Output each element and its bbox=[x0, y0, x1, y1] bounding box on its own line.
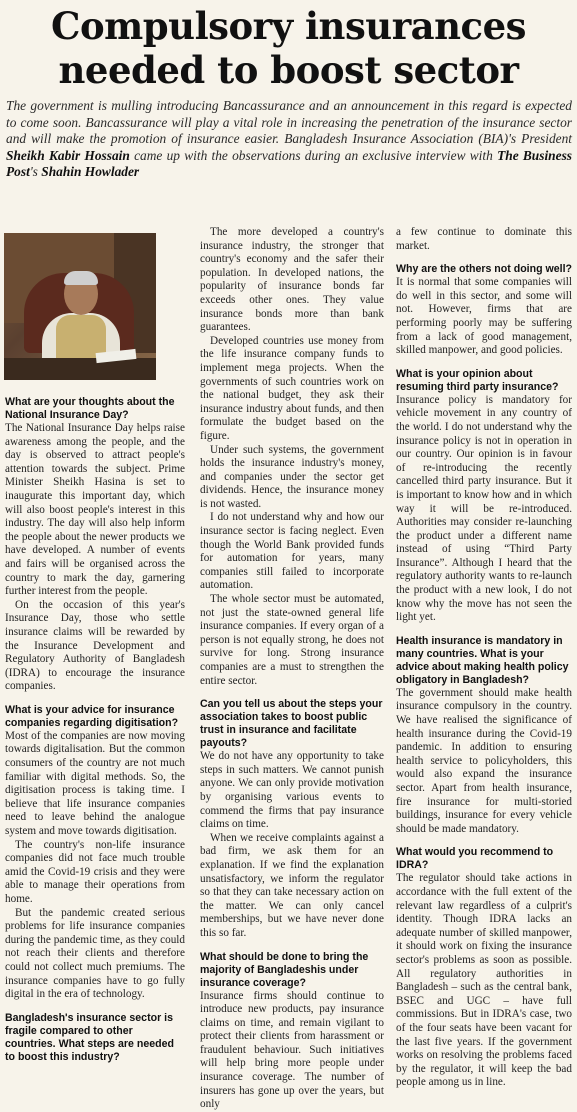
intro-paragraph bbox=[6, 98, 572, 181]
question-heading: What is your advice for insurance companies regarding digitisation? bbox=[5, 703, 179, 729]
answer-paragraph: Developed countries use money from the life insurance company funds to implement mega projects. When the governments of such countries work on the national budget, they ask their insurance industry about funds, and then formulate the budget based on the figure. bbox=[200, 334, 384, 442]
answer-paragraph: Under such systems, the government holds the insurance industry's money, and companies under the sector get dividends. Hence, the insurance money is not wasted. bbox=[200, 443, 384, 510]
question-heading: Health insurance is mandatory in many countries. What is your advice about making health policy obligatory in Bangladesh? bbox=[396, 634, 569, 686]
interviewee-photo bbox=[4, 233, 156, 380]
interviewee-name: Sheikh Kabir Hossain bbox=[6, 147, 130, 163]
headline bbox=[0, 0, 577, 92]
question-heading: What should be done to bring the majority of Bangladeshis under insurance coverage? bbox=[200, 950, 369, 989]
question-heading: What is your opinion about resuming third party insurance? bbox=[396, 367, 559, 393]
answer-paragraph: We do not have any opportunity to take steps in such matters. We cannot punish anyone. We can only provide motivation by organising various events to commend the firms that pay insurance claims on time. bbox=[200, 750, 384, 831]
photo-hair bbox=[64, 271, 98, 285]
intro-text-1: The government is mulling introducing Bancassurance and an announcement in this regard is expected to come soon. Bancassurance will play a vital role in increasing the penetration of the insurance sector and will make the promotion of insurance easier. Bangladesh Insurance Association (BIA)'s President bbox=[6, 98, 572, 147]
answer-paragraph: It is normal that some companies will do well in this sector, and some will not. However, firms that are performing poorly may be suffering from a lack of good management, skilled manpower, and good policies. bbox=[396, 276, 572, 357]
answer-paragraph: I do not understand why and how our insurance sector is facing neglect. Even though the World Bank provided funds for automation for years, many companies still failed to incorporate automation. bbox=[200, 511, 384, 592]
answer-paragraph: Insurance policy is mandatory for vehicle movement in any country of the world. I do not understand why the insurance policy is not in operation in our country. Our opinion is in favour of re-introducing the recently cancelled third party insurance. But it is important to know how and in which way it will be re-introduced. Authorities may consider re-launching the product under a different name instead of using “Third Party Insurance”. Although I heard that the regulatory authority wants to re-launch the product with a new look, I do not know why the move has not seen the light yet. bbox=[396, 393, 572, 624]
question-heading: What would you recommend to IDRA? bbox=[396, 846, 554, 872]
reporter-name: Shahin Howlader bbox=[41, 164, 140, 180]
answer-paragraph: Most of the companies are now moving towards digitalisation. But the common consumers of the country are not much familiar with digital methods. So, the digitisation process is taking time. I believe that life insurance companies need to leave behind the analogue system and move towards digitisation. bbox=[5, 729, 185, 838]
intro-text-3: 's bbox=[29, 164, 42, 180]
answer-paragraph: But the pandemic created serious problems for life insurance companies during the pandemic time, as they could not reach their clients and therefore could not collect much premiums. The insurance companies have to go fully digital in the era of technology. bbox=[5, 906, 185, 1001]
headline-line-1: Compulsory insurances bbox=[51, 4, 526, 48]
answer-paragraph: The government should make health insurance compulsory in the country. We have realised the significance of health insurance during the Covid-19 pandemic. In addition to ensuring health service to policyholders, this would also expand the insurance sector. Apart from health insurance, fire insurance for multi-storied buildings, insurance for every vehicle should be made mandatory. bbox=[396, 686, 572, 835]
question-heading: Can you tell us about the steps your association takes to boost public trust in insurance and facilitate payouts? bbox=[200, 698, 383, 750]
answer-paragraph: Insurance firms should continue to introduce new products, pay insurance claims on time, and remain vigilant to protect their clients from harassment or fraudulent behaviour. Such initiatives will help bring more people under insurance coverage. The number of insurers has gone up over the years, but only bbox=[200, 989, 384, 1111]
article-column-3 bbox=[396, 226, 572, 1090]
answer-paragraph: The National Insurance Day helps raise awareness among the people, and the day is observed to attract people's attention towards the subject. Prime Minister Sheikh Hasina is set to inaugurate this important day, which will also boost people's interest in this industry. The day will also help inform the people about the newer products we have developed. A number of events and fairs will be organised across the country to mark the day, garnering further interest from the people. bbox=[5, 422, 185, 598]
photo-desk bbox=[4, 358, 156, 380]
answer-paragraph: a few continue to dominate this market. bbox=[396, 226, 572, 252]
answer-paragraph: On the occasion of this year's Insurance Day, those who settle insurance claims will be rewarded by the Insurance Development and Regulatory Authority of Bangladesh (IDRA) to encourage the insurance companies. bbox=[5, 598, 185, 693]
question-heading: Bangladesh's insurance sector is fragile compared to other countries. What steps are needed to boost this industry? bbox=[5, 1011, 174, 1063]
question-heading: What are your thoughts about the National Insurance Day? bbox=[5, 396, 175, 421]
answer-paragraph: When we receive complaints against a bad firm, we ask them for an explanation. If we find the explanation unsatisfactory, we inform the regulator so that they can take necessary action on the matter. We can only cancel memberships, but we have never done this so far. bbox=[200, 831, 384, 939]
answer-paragraph: The regulator should take actions in accordance with the full extent of the relevant law regardless of a culprit's identity. Though IDRA lacks an adequate number of skilled manpower, it should work on fixing the insurance sector's problems as soon as possible. All regulatory authorities in Bangladesh – such as the central bank, BSEC and UGC – have full commissions. But in IDRA's case, two of the four seats have been vacant for the last five years. If the government works on resolving the problems faced by the regulator, it will keep the bad people among us in line. bbox=[396, 872, 572, 1089]
answer-paragraph: The more developed a country's insurance industry, the stronger that country's economy and the safer their population. In developed nations, the popularity of insurance bonds far exceeds other ones. They value insurance bonds more than bank guarantees. bbox=[200, 226, 384, 334]
intro-text-2: came up with the observations during an exclusive interview with bbox=[129, 147, 498, 163]
newspaper-name: The Business Post bbox=[6, 147, 572, 180]
question-heading: Why are the others not doing well? bbox=[396, 263, 572, 276]
answer-paragraph: The whole sector must be automated, not just the state-owned general life insurance companies. If every organ of a person is not equally strong, he does not survive for long. Strong insurance companies are a must to strengthen the entire sector. bbox=[200, 593, 384, 687]
article-column-2 bbox=[200, 226, 384, 1112]
answer-paragraph: The country's non-life insurance companies did not face much trouble amid the Covid-19 crisis and they were able to manage their operations from home. bbox=[5, 838, 185, 905]
article-column-1 bbox=[5, 396, 185, 1064]
headline-line-2: needed to boost sector bbox=[58, 48, 519, 92]
